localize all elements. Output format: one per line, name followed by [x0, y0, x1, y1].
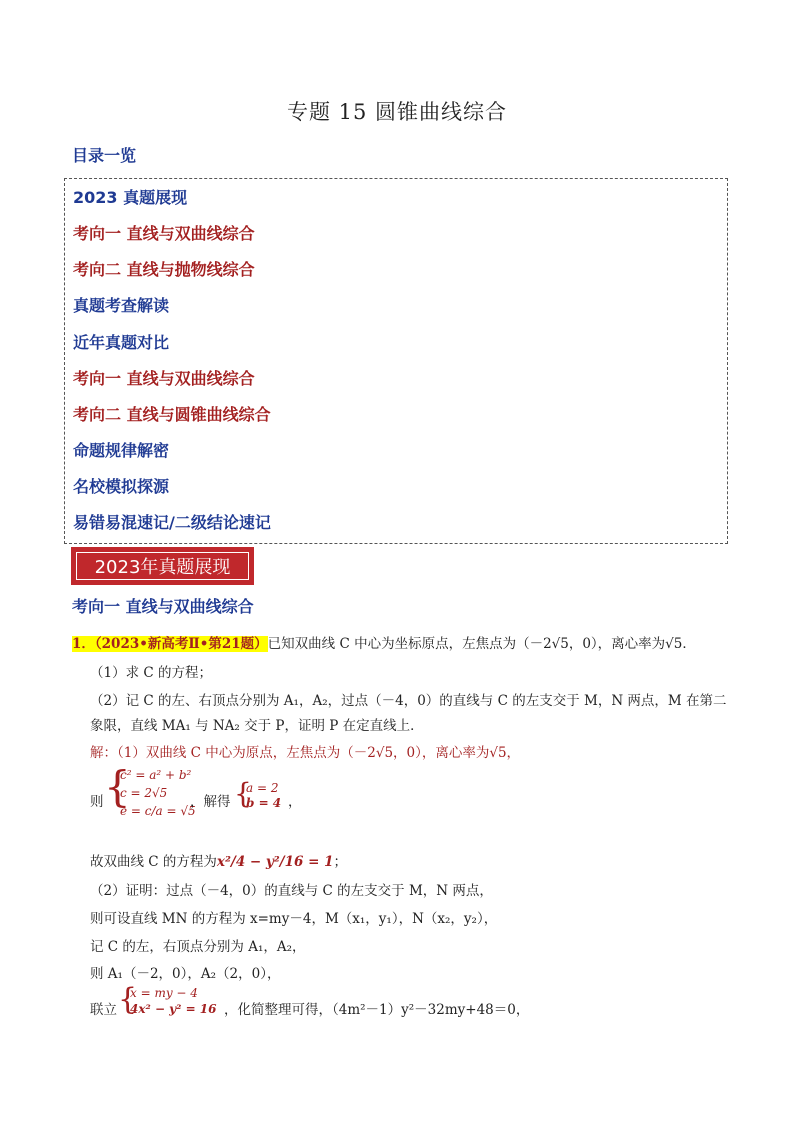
section-heading: 考向一 直线与双曲线综合	[72, 597, 254, 616]
toc-item[interactable]: 名校模拟探源	[73, 477, 170, 496]
page-title: 专题 15 圆锥曲线综合	[286, 100, 508, 124]
solution-line-5: 则 A₁（－2，0），A₂（2，0），	[90, 966, 281, 982]
toc-item[interactable]: 命题规律解密	[73, 441, 170, 460]
solution-line-6: ，化简整理可得，（4m²－1）y²－32my+48＝0，	[224, 1002, 530, 1018]
question-2a: （2）记 C 的左、右顶点分别为 A₁，A₂，过点（－4，0）的直线与 C 的左支交于 M，N 两点，M 在第二	[90, 693, 727, 709]
brace-icon: {	[118, 982, 138, 1017]
toc-heading: 目录一览	[72, 146, 137, 165]
solution-line-2: （2）证明：过点（－4，0）的直线与 C 的左支交于 M，N 两点，	[90, 883, 493, 899]
equation-prefix: 故双曲线 C 的方程为	[90, 854, 217, 870]
problem-number: 1．	[72, 636, 95, 652]
toc-item[interactable]: 考向二 直线与抛物线综合	[73, 260, 255, 279]
system-row: a = 2	[246, 781, 279, 795]
toc-item[interactable]: 真题考查解读	[73, 296, 170, 315]
system-row: c = 2√5	[120, 786, 168, 800]
toc-item[interactable]: 考向一 直线与双曲线综合	[73, 224, 255, 243]
brace-icon: {	[104, 762, 131, 811]
toc-item[interactable]: 近年真题对比	[73, 333, 170, 352]
system-row: e = c/a = √5	[120, 804, 196, 818]
solution-comma: ，	[288, 794, 302, 810]
system-row: 4x² − y² = 16	[130, 1002, 217, 1016]
solution-line-1: 解：（1）双曲线 C 中心为原点，左焦点为（－2√5，0），离心率为√5，	[90, 745, 521, 761]
equation-suffix: ；	[333, 854, 347, 870]
question-2b: 象限，直线 MA₁ 与 NA₂ 交于 P，证明 P 在定直线上．	[90, 718, 424, 734]
banner-text: 2023年真题展现	[76, 552, 249, 580]
toc-item[interactable]: 考向二 直线与圆锥曲线综合	[73, 405, 271, 424]
problem-stem-line	[72, 632, 696, 652]
problem-source: （2023•新高考Ⅱ•第21题）	[94, 636, 268, 652]
toc-item[interactable]: 易错易混速记/二级结论速记	[73, 513, 271, 532]
toc-box	[64, 178, 728, 544]
solution-then: 则	[90, 794, 104, 810]
toc-item[interactable]: 2023 真题展现	[73, 188, 188, 207]
section-banner	[71, 547, 254, 585]
hyperbola-equation: x²/4 − y²/16 = 1	[216, 854, 334, 870]
solution-line-6-prefix: 联立	[90, 1002, 117, 1018]
question-1: （1）求 C 的方程；	[90, 665, 213, 681]
problem-stem: 已知双曲线 C 中心为坐标原点，左焦点为（－2√5，0），离心率为√5．	[267, 636, 696, 652]
system-row: x = my − 4	[130, 986, 198, 1000]
system-row: b = 4	[246, 796, 282, 810]
solution-line-4: 记 C 的左，右顶点分别为 A₁，A₂，	[90, 939, 306, 955]
solution-equation-line	[90, 850, 347, 870]
brace-icon: {	[234, 777, 252, 810]
solution-line-3: 则可设直线 MN 的方程为 x=my－4，M（x₁，y₁），N（x₂，y₂），	[90, 911, 498, 927]
solution-solve: ，解得	[190, 794, 231, 810]
toc-item[interactable]: 考向一 直线与双曲线综合	[73, 369, 255, 388]
system-row: c² = a² + b²	[120, 768, 192, 782]
